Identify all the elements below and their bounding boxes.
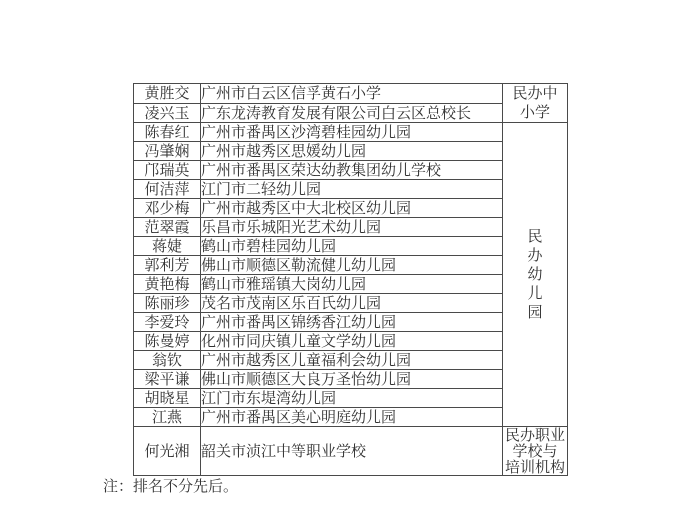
school-cell: 广州市番禺区美心明庭幼儿园 — [201, 408, 503, 427]
table-row — [134, 370, 568, 389]
table-row — [134, 123, 568, 142]
school-cell: 江门市二轻幼儿园 — [201, 180, 503, 199]
category-line: 民办职业 — [504, 426, 565, 444]
person-name-cell: 邓少梅 — [134, 199, 201, 218]
person-name-cell: 陈春红 — [134, 123, 201, 142]
person-name-cell: 冯肇娴 — [134, 142, 201, 161]
category-line: 幼 — [527, 265, 543, 283]
school-cell: 广州市番禺区锦绣香江幼儿园 — [201, 313, 503, 332]
person-name-cell: 凌兴玉 — [134, 103, 201, 123]
school-cell: 化州市同庆镇儿童文学幼儿园 — [201, 332, 503, 351]
person-name-cell: 郭利芳 — [134, 256, 201, 275]
table-row — [134, 237, 568, 256]
table-row — [134, 142, 568, 161]
school-cell: 广州市越秀区儿童福利会幼儿园 — [201, 351, 503, 370]
table-row — [134, 180, 568, 199]
person-name-cell: 黄胜交 — [134, 84, 201, 104]
category-cell — [503, 84, 568, 123]
category-line: 民办中 — [512, 84, 558, 102]
table-row — [134, 294, 568, 313]
person-name-cell: 江燕 — [134, 408, 201, 427]
table-row — [134, 84, 568, 104]
table-row — [134, 332, 568, 351]
table-row — [134, 351, 568, 370]
footnote: 注：排名不分先后。 — [103, 477, 239, 495]
category-line: 园 — [527, 303, 543, 321]
table-row — [134, 161, 568, 180]
table-row — [134, 389, 568, 408]
school-cell: 乐昌市乐城阳光艺术幼儿园 — [201, 218, 503, 237]
school-cell: 广州市番禺区荣达幼教集团幼儿学校 — [201, 161, 503, 180]
school-cell: 广东龙涛教育发展有限公司白云区总校长 — [201, 103, 503, 123]
person-name-cell: 李爱玲 — [134, 313, 201, 332]
category-line: 办 — [527, 246, 543, 264]
school-cell: 佛山市顺德区大良万圣怡幼儿园 — [201, 370, 503, 389]
person-name-cell: 何光湘 — [134, 427, 201, 476]
table-row — [134, 218, 568, 237]
school-cell: 广州市番禺区沙湾碧桂园幼儿园 — [201, 123, 503, 142]
school-cell: 鹤山市碧桂园幼儿园 — [201, 237, 503, 256]
person-name-cell: 陈曼婷 — [134, 332, 201, 351]
person-name-cell: 范翠霞 — [134, 218, 201, 237]
table-row — [134, 256, 568, 275]
school-cell: 佛山市顺德区勒流健儿幼儿园 — [201, 256, 503, 275]
category-cell — [503, 427, 568, 476]
category-cell — [503, 123, 568, 427]
roster-table — [133, 83, 568, 476]
school-cell: 广州市白云区信孚黄石小学 — [201, 84, 503, 104]
category-line: 培训机构 — [504, 458, 565, 476]
table-row — [134, 103, 568, 123]
category-line: 民 — [527, 227, 543, 245]
person-name-cell: 梁平谦 — [134, 370, 201, 389]
school-cell: 韶关市浈江中等职业学校 — [201, 427, 503, 476]
table-row — [134, 313, 568, 332]
person-name-cell: 邝瑞英 — [134, 161, 201, 180]
person-name-cell: 胡晓星 — [134, 389, 201, 408]
school-cell: 广州市越秀区中大北校区幼儿园 — [201, 199, 503, 218]
category-line: 小学 — [519, 103, 550, 121]
school-cell: 鹤山市雅瑶镇大岗幼儿园 — [201, 275, 503, 294]
category-line: 儿 — [527, 284, 543, 302]
table-row — [134, 427, 568, 476]
person-name-cell: 蒋婕 — [134, 237, 201, 256]
school-cell: 江门市东堤湾幼儿园 — [201, 389, 503, 408]
roster-table-body — [134, 84, 568, 476]
school-cell: 广州市越秀区思媛幼儿园 — [201, 142, 503, 161]
person-name-cell: 翁钦 — [134, 351, 201, 370]
person-name-cell: 陈丽珍 — [134, 294, 201, 313]
table-row — [134, 275, 568, 294]
table-row — [134, 408, 568, 427]
person-name-cell: 黄艳梅 — [134, 275, 201, 294]
person-name-cell: 何洁萍 — [134, 180, 201, 199]
table-row — [134, 199, 568, 218]
school-cell: 茂名市茂南区乐百氏幼儿园 — [201, 294, 503, 313]
category-line: 学校与 — [512, 442, 558, 460]
